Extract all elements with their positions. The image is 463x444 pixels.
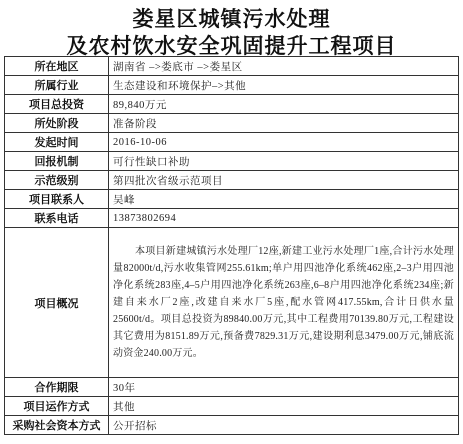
demo-level-label: 示范级别 bbox=[5, 171, 109, 190]
table-row bbox=[5, 57, 459, 76]
table-row bbox=[5, 397, 459, 416]
cooperation-period-value: 30年 bbox=[109, 378, 459, 397]
launch-date-value: 2016-10-06 bbox=[109, 133, 459, 152]
return-mechanism-label: 回报机制 bbox=[5, 152, 109, 171]
table-row bbox=[5, 152, 459, 171]
contact-phone-value: 13873802694 bbox=[109, 209, 459, 228]
table-row bbox=[5, 416, 459, 435]
total-investment-label: 项目总投资 bbox=[5, 95, 109, 114]
table-row bbox=[5, 190, 459, 209]
overview-text: 本项目新建城镇污水处理厂12座,新建工业污水处理厂1座,合计污水处理量82000t/d,污水收集管网255.61km;单户用四池净化系统462座,2–3户用四池净化系统283座,4–5户用四池净化系统263座,6–8户用四池净化系统234座;新建自来水厂2座,改建自来水厂5座,配水管网417.55km,合计日供水量25600t/d。项目总投资为89840.00万元,其中工程费用70139.80万元,工程建设其它费用为8151.89万元,预备费7829.31万元,建设期利息3479.00万元,铺底流动资金240.00万元。 bbox=[109, 228, 459, 378]
cooperation-period-label: 合作期限 bbox=[5, 378, 109, 397]
table-row bbox=[5, 133, 459, 152]
table-row bbox=[5, 76, 459, 95]
total-investment-value: 89,840万元 bbox=[109, 95, 459, 114]
table-row bbox=[5, 228, 459, 378]
table-row bbox=[5, 95, 459, 114]
contact-person-label: 项目联系人 bbox=[5, 190, 109, 209]
region-label: 所在地区 bbox=[5, 57, 109, 76]
table-row bbox=[5, 378, 459, 397]
page-title-line2: 及农村饮水安全巩固提升工程项目 bbox=[66, 33, 397, 58]
stage-value: 准备阶段 bbox=[109, 114, 459, 133]
table-row bbox=[5, 114, 459, 133]
table-row bbox=[5, 209, 459, 228]
return-mechanism-value: 可行性缺口补助 bbox=[109, 152, 459, 171]
launch-date-label: 发起时间 bbox=[5, 133, 109, 152]
procurement-method-value: 公开招标 bbox=[109, 416, 459, 435]
stage-label: 所处阶段 bbox=[5, 114, 109, 133]
page-title-line1: 娄星区城镇污水处理 bbox=[132, 6, 331, 31]
industry-value: 生态建设和环境保护–>其他 bbox=[109, 76, 459, 95]
region-value: 湖南省 –>娄底市 –>娄星区 bbox=[109, 57, 459, 76]
industry-label: 所属行业 bbox=[5, 76, 109, 95]
operation-mode-value: 其他 bbox=[109, 397, 459, 416]
project-info-table bbox=[4, 56, 459, 435]
procurement-method-label: 采购社会资本方式 bbox=[5, 416, 109, 435]
overview-label: 项目概况 bbox=[5, 228, 109, 378]
table-row bbox=[5, 171, 459, 190]
contact-phone-label: 联系电话 bbox=[5, 209, 109, 228]
contact-person-value: 吴峰 bbox=[109, 190, 459, 209]
demo-level-value: 第四批次省级示范项目 bbox=[109, 171, 459, 190]
operation-mode-label: 项目运作方式 bbox=[5, 397, 109, 416]
